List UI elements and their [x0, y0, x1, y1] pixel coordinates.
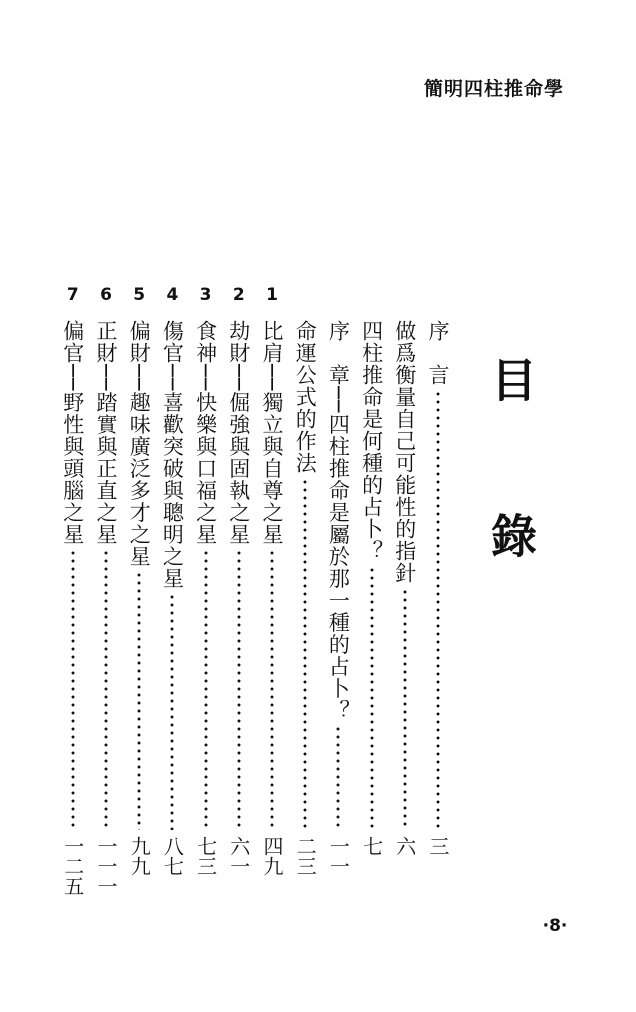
- dot-leader: [204, 549, 208, 830]
- toc-entry[interactable]: [290, 284, 320, 896]
- toc-entry-number: 4: [166, 285, 179, 305]
- toc-entry-page: 九九: [127, 836, 152, 876]
- toc-entry-title: 做爲衡量自己可能性的指針: [392, 320, 417, 584]
- dot-leader: [403, 588, 407, 830]
- toc-entry-page: 六一: [226, 836, 251, 876]
- dot-leader: [137, 571, 141, 830]
- book-title-header: 簡明四柱推命學: [424, 78, 565, 100]
- toc-entry-title: 四柱推命是何種的占卜？: [359, 320, 384, 562]
- toc-entry-title: 偏財──趣味廣泛多才之星: [127, 320, 152, 568]
- toc-entry-page: 二三: [293, 836, 318, 876]
- dot-leader: [336, 725, 340, 830]
- toc-entry-page: 三: [426, 836, 450, 856]
- toc-entry[interactable]: [224, 284, 254, 896]
- dot-leader: [270, 549, 274, 830]
- toc-entry-page: 七: [359, 836, 384, 856]
- toc-entry-page: 一一一: [94, 836, 118, 896]
- toc-entry[interactable]: [58, 284, 88, 896]
- toc-entry[interactable]: [423, 284, 453, 896]
- dot-leader: [303, 478, 307, 830]
- toc-entry-title: 序 章──四柱推命是屬於那一種的占卜？: [326, 320, 351, 722]
- dot-leader: [170, 593, 174, 830]
- toc-entry-number: 3: [199, 285, 212, 305]
- toc-entry-number: 1: [266, 285, 278, 305]
- toc-entry-number: 5: [133, 285, 146, 305]
- toc-entry-page: 八七: [160, 836, 185, 876]
- dot-leader: [370, 566, 374, 830]
- toc-entry-title: 比肩──獨立與自尊之星: [260, 320, 284, 546]
- toc-entry-title: 傷官──喜歡突破與聰明之星: [160, 320, 185, 590]
- toc-entry[interactable]: [91, 284, 121, 896]
- toc-entry-number: 6: [100, 285, 112, 305]
- toc-entry-page: 六: [392, 836, 417, 856]
- toc-entry-number: 7: [66, 285, 79, 305]
- toc-entry[interactable]: [390, 284, 420, 896]
- toc-heading: 目錄: [484, 356, 538, 668]
- toc-entry-title: 偏官──野性與頭腦之星: [60, 320, 85, 546]
- toc-entry-page: 一一: [326, 836, 351, 876]
- toc-entry-title: 正財──踏實與正直之星: [94, 320, 118, 546]
- toc-entry[interactable]: [124, 284, 154, 896]
- toc-entry[interactable]: [191, 284, 221, 896]
- toc-entry-title: 序 言: [426, 320, 450, 386]
- toc-entry-page: 七三: [193, 836, 218, 876]
- toc-entry-page: 一二五: [60, 836, 85, 896]
- dot-leader: [104, 549, 108, 830]
- dot-leader: [237, 549, 241, 830]
- toc-entry[interactable]: [257, 284, 287, 896]
- toc-entry[interactable]: [357, 284, 387, 896]
- toc-entry-title: 劫財──倔強與固執之星: [226, 320, 251, 546]
- toc-entry-title: 命運公式的作法: [293, 320, 318, 474]
- toc-entry-page: 四九: [260, 836, 284, 876]
- toc-entry[interactable]: [323, 284, 353, 896]
- toc-entry-number: 2: [232, 285, 245, 305]
- dot-leader: [436, 390, 440, 830]
- toc-entry-title: 食神──快樂與口福之星: [193, 320, 218, 546]
- page-number: ·8·: [542, 916, 568, 936]
- dot-leader: [71, 549, 75, 830]
- toc-entry[interactable]: [157, 284, 187, 896]
